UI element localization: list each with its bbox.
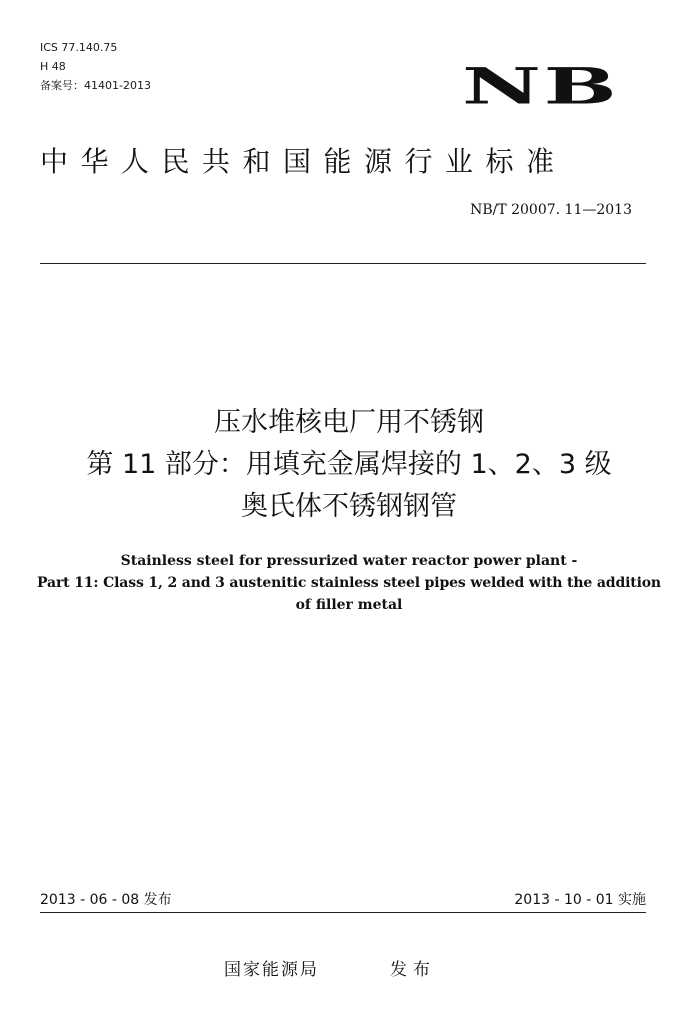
ics-code: ICS 77.140.75 (40, 41, 118, 54)
chinese-title (0, 402, 698, 528)
english-title-line-2: Part 11: Class 1, 2 and 3 austenitic stainless steel pipes welded with the addition (37, 575, 661, 591)
header-divider (40, 263, 646, 264)
english-title (0, 550, 698, 616)
category-code: H 48 (40, 60, 66, 73)
chinese-title-line-3: 奥氏体不锈钢钢管 (241, 491, 457, 522)
issuing-authority: 国家能源局 (224, 960, 319, 980)
classification-block (40, 38, 151, 95)
english-title-line-1: Stainless steel for pressurized water reactor power plant - (120, 553, 578, 569)
standard-number: NB/T 20007. 11—2013 (470, 202, 632, 218)
filing-number: 备案号：41401-2013 (40, 79, 151, 92)
issuing-action: 发布 (390, 960, 436, 980)
implementation-date: 2013 - 10 - 01 实施 (514, 892, 646, 908)
english-title-line-3: of filler metal (295, 597, 403, 613)
nb-logo: NB (462, 57, 620, 116)
standard-type-title: 中华人民共和国能源行业标准 (40, 145, 567, 178)
chinese-title-line-1: 压水堆核电厂用不锈钢 (214, 407, 484, 438)
footer-divider (40, 912, 646, 913)
issue-date: 2013 - 06 - 08 发布 (40, 892, 172, 908)
chinese-title-line-2: 第 11 部分：用填充金属焊接的 1、2、3 级 (86, 449, 612, 480)
